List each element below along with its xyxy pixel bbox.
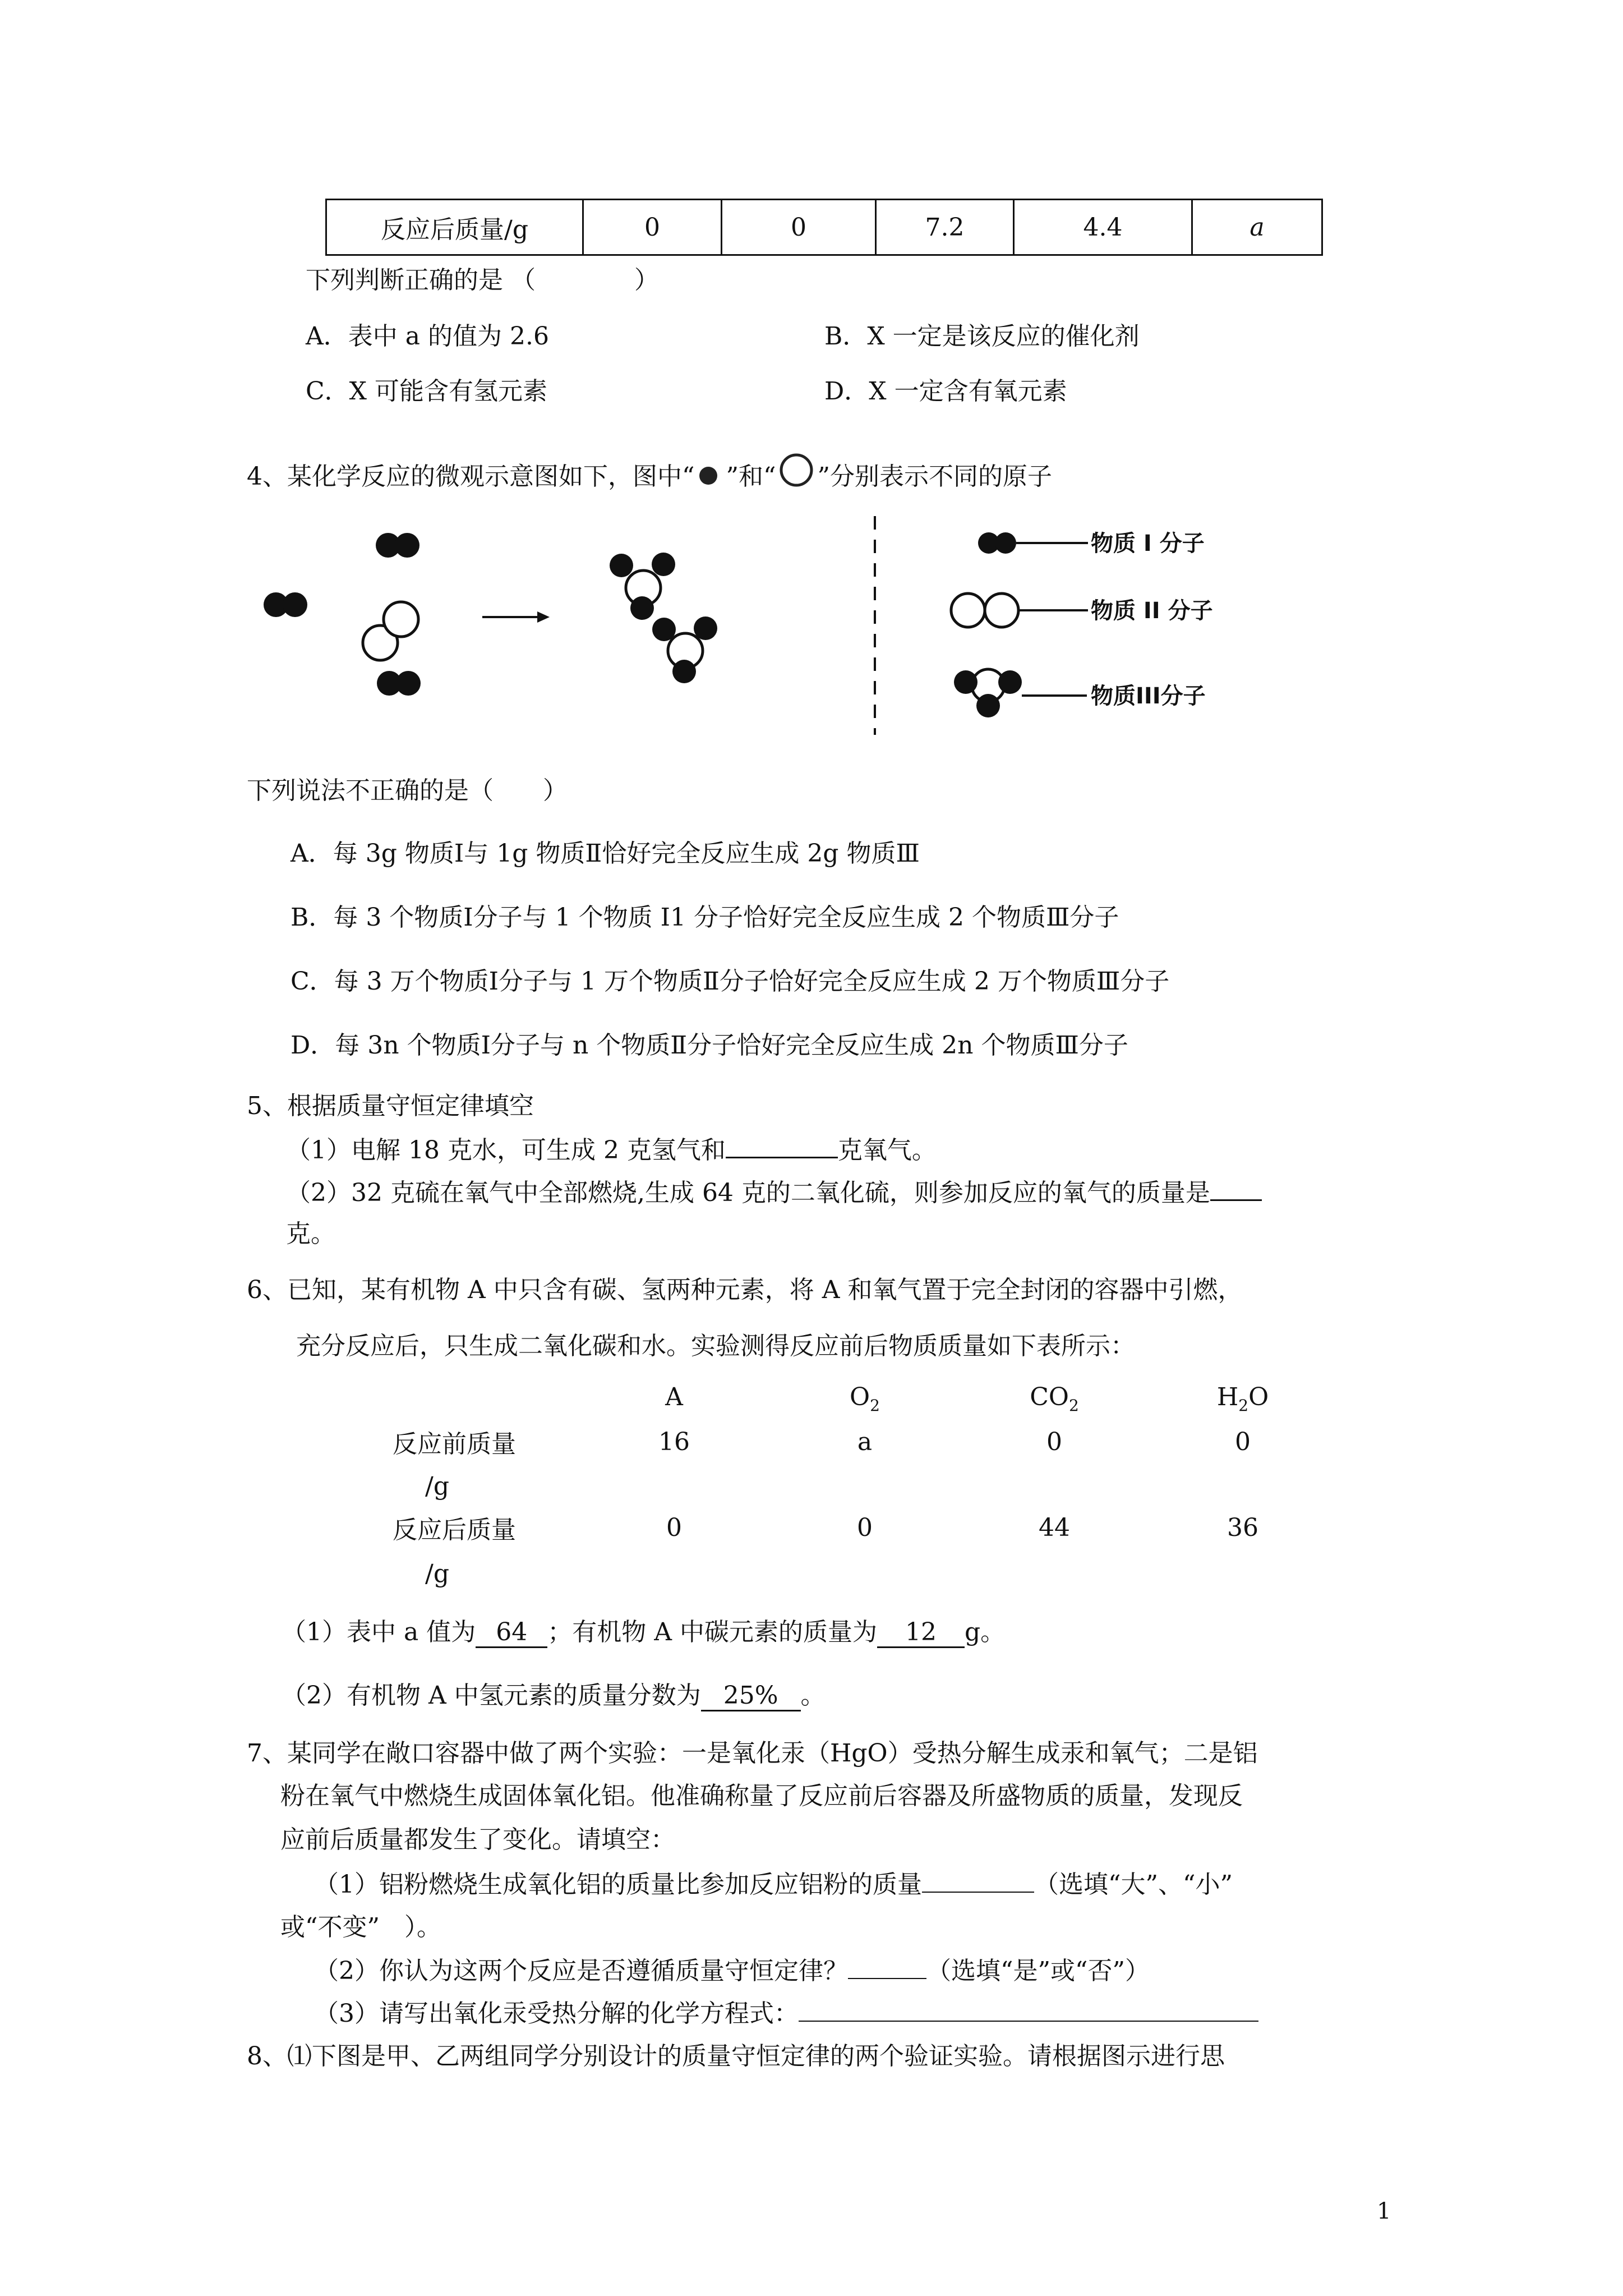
q3-prompt: 下列判断正确的是 （ ） <box>306 266 659 295</box>
q5-part2-text: （2）32 克硫在氧气中全部燃烧,生成 64 克的二氧化硫，则参加反应的氧气的质量是 <box>286 1179 1210 1207</box>
q8-line1: 8、⑴下图是甲、乙两组同学分别设计的质量守恒定律的两个验证实验。请根据图示进行思 <box>247 2042 1225 2070</box>
q7-part2-text: （选填“是”或“否”） <box>926 1957 1150 1985</box>
answer-value: 25% <box>701 1681 801 1711</box>
row-unit: /g <box>425 1472 449 1501</box>
q6-line2: 充分反应后，只生成二氧化碳和水。实验测得反应前后物质质量如下表所示： <box>296 1332 1135 1360</box>
header-text: A <box>665 1383 683 1411</box>
answer-blank[interactable] <box>922 1867 1034 1893</box>
q3-option-a: A．表中 a 的值为 2.6 <box>306 322 549 351</box>
q3-option-c: C．X 可能含有氢元素 <box>306 377 547 406</box>
q5-part2-end: 克。 <box>286 1220 335 1248</box>
answer-blank[interactable] <box>1210 1175 1262 1201</box>
table-cell: 36 <box>1227 1513 1258 1542</box>
table-cell: a <box>857 1428 873 1456</box>
answer-blank[interactable] <box>799 1996 1258 2022</box>
q4-option-b: B．每 3 个物质Ⅰ分子与 1 个物质 I1 分子恰好完全反应生成 2 个物质Ⅲ分子 <box>291 903 1119 932</box>
header-subscript: 2 <box>870 1396 880 1415</box>
table-cell: 0 <box>583 200 722 255</box>
table-cell: 7.2 <box>876 200 1014 255</box>
q4-stem-part: ”分别表示不同的原子 <box>817 462 1052 491</box>
table-header <box>809 1383 921 1415</box>
q4-stem <box>247 453 1052 494</box>
q5-part2 <box>286 1175 1262 1210</box>
table-header <box>1187 1383 1299 1415</box>
q7-part1-end: 或“不变” ）。 <box>280 1913 441 1941</box>
q7-line3: 应前后质量都发生了变化。请填空： <box>280 1825 675 1854</box>
header-text: O <box>850 1383 870 1411</box>
q4-option-c: C．每 3 万个物质Ⅰ分子与 1 万个物质Ⅱ分子恰好完全反应生成 2 万个物质Ⅲ分子 <box>291 967 1170 996</box>
q6-answer-text: 。 <box>800 1681 826 1710</box>
table-cell: 16 <box>658 1428 690 1456</box>
white-atom-icon <box>776 453 818 490</box>
q4-stem-part: ”和“ <box>726 462 776 491</box>
q4-prompt: 下列说法不正确的是（ ） <box>247 776 568 805</box>
q6-answer-text: g。 <box>964 1618 1006 1646</box>
answer-value: 64 <box>476 1618 547 1648</box>
table-row-label: 反应后质量/g <box>326 200 583 255</box>
q5-part1 <box>286 1132 937 1167</box>
q5-title: 5、根据质量守恒定律填空 <box>247 1092 534 1120</box>
q6-answer-text: ；有机物 A 中碳元素的质量为 <box>547 1618 877 1646</box>
q7-part1-text: （1）铝粉燃烧生成氧化铝的质量比参加反应铝粉的质量 <box>314 1870 922 1899</box>
legend-label: 物质 I 分子 <box>1091 531 1205 556</box>
q7-part2-text: （2）你认为这两个反应是否遵循质量守恒定律？ <box>314 1957 848 1985</box>
answer-value: 12 <box>877 1618 965 1648</box>
q4-option-d: D．每 3n 个物质Ⅰ分子与 n 个物质Ⅱ分子恰好完全反应生成 2n 个物质Ⅲ分子 <box>291 1031 1128 1060</box>
table-header <box>618 1383 730 1411</box>
q4-stem-part: 4、某化学反应的微观示意图如下，图中“ <box>247 462 695 491</box>
row-label: 反应后质量 <box>393 1516 516 1544</box>
table-cell: 0 <box>722 200 876 255</box>
q7-part2 <box>314 1953 1150 1988</box>
q7-part3-text: （3）请写出氧化汞受热分解的化学方程式： <box>314 1999 799 2028</box>
header-subscript: 2 <box>1068 1396 1079 1415</box>
q6-answer2 <box>282 1679 826 1713</box>
table-cell: 0 <box>1235 1428 1251 1456</box>
answer-blank[interactable] <box>848 1953 926 1979</box>
header-subscript: 2 <box>1238 1396 1249 1415</box>
q7-part1 <box>314 1867 1233 1902</box>
header-text: CO <box>1030 1383 1069 1411</box>
q3-option-b: B．X 一定是该反应的催化剂 <box>824 322 1140 351</box>
legend-label: 物质 II 分子 <box>1091 598 1213 624</box>
legend-label: 物质III分子 <box>1091 683 1206 709</box>
row-unit: /g <box>425 1559 449 1588</box>
table-cell: 0 <box>1046 1428 1062 1456</box>
q7-line2: 粉在氧气中燃烧生成固体氧化铝。他准确称量了反应前后容器及所盛物质的质量，发现反 <box>280 1782 1243 1810</box>
table-cell: 44 <box>1039 1513 1070 1542</box>
header-text: O <box>1248 1383 1269 1411</box>
reaction-diagram <box>247 505 1279 746</box>
answer-blank[interactable] <box>726 1132 838 1158</box>
q6-answer-text: （1）表中 a 值为 <box>282 1618 476 1646</box>
q7-line1: 7、某同学在敞口容器中做了两个实验：一是氧化汞（HgO）受热分解生成汞和氧气；二是铝 <box>247 1739 1258 1768</box>
q7-part3 <box>314 1996 1258 2031</box>
q3-option-d: D．X 一定含有氧元素 <box>824 377 1067 406</box>
table-cell: a <box>1192 200 1322 255</box>
table-row <box>326 200 1322 255</box>
header-text: H <box>1216 1383 1239 1411</box>
q6-line1: 6、已知，某有机物 A 中只含有碳、氢两种元素，将 A 和氧气置于完全封闭的容器中引燃， <box>247 1276 1243 1304</box>
q6-answer1 <box>282 1616 1005 1649</box>
q6-answer-text: （2）有机物 A 中氢元素的质量分数为 <box>282 1681 701 1710</box>
table-header <box>998 1383 1110 1415</box>
black-atom-icon <box>695 461 726 489</box>
q7-part1-text: （选填“大”、“小” <box>1034 1870 1233 1899</box>
table-cell: 4.4 <box>1014 200 1192 255</box>
mass-table-fragment <box>325 199 1323 256</box>
table-cell: 0 <box>857 1513 873 1542</box>
q4-option-a: A．每 3g 物质Ⅰ与 1g 物质Ⅱ恰好完全反应生成 2g 物质Ⅲ <box>291 839 920 868</box>
q5-part1-text: （1）电解 18 克水，可生成 2 克氢气和 <box>286 1136 726 1165</box>
row-label: 反应前质量 <box>393 1430 516 1458</box>
q5-part1-text: 克氧气。 <box>837 1136 937 1165</box>
table-cell: 0 <box>666 1513 682 1542</box>
page-number: 1 <box>1377 2198 1391 2224</box>
